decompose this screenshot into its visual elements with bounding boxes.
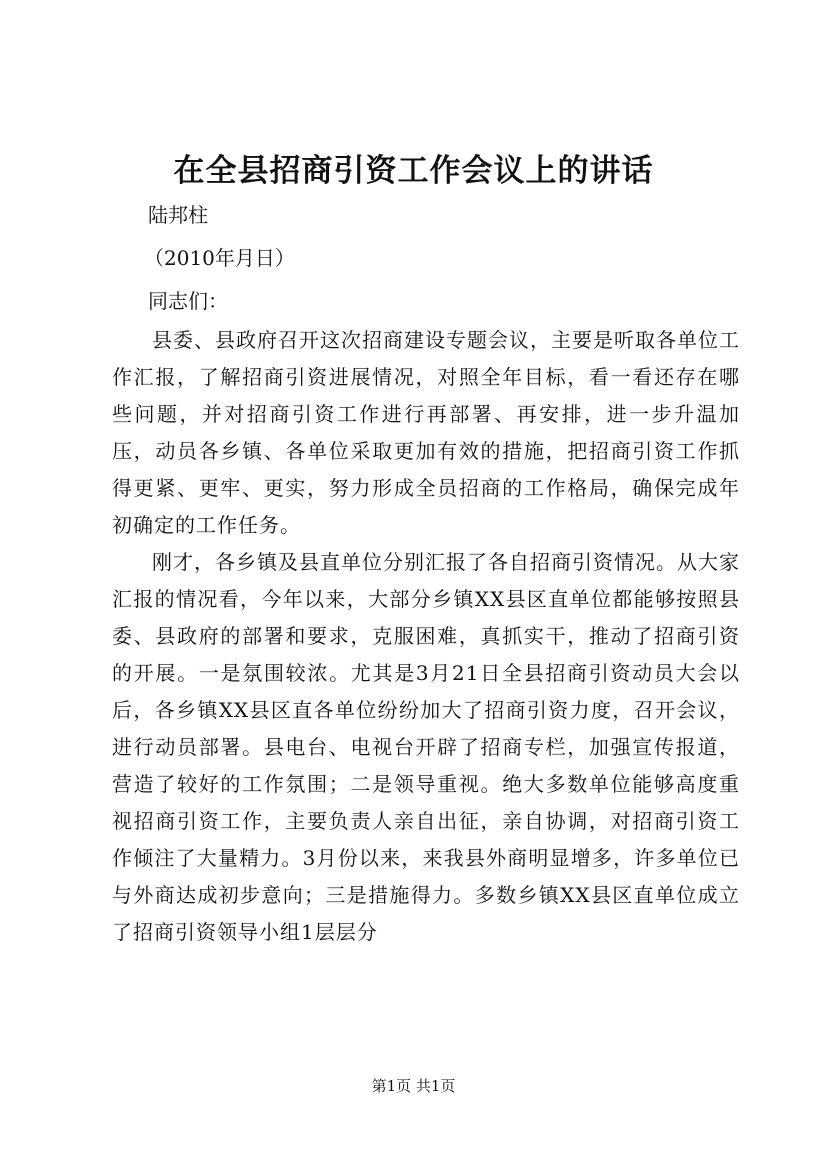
paragraph-1: 县委、县政府召开这次招商建设专题会议，主要是听取各单位工作汇报，了解招商引资进展情况，对照全年目标，看一看还存在哪些问题，并对招商引资工作进行再部署、再安排，进一步升温加压，动员各乡镇、各单位采取更加有效的措施，把招商引资工作抓得更紧、更牢、更实，努力形成全员招商的工作格局，确保完成年初确定的工作任务。: [112, 328, 740, 537]
greeting: 同志们：: [148, 289, 228, 313]
speech-date: （2010年月日）: [144, 246, 295, 270]
page-footer: 第1页 共1页: [371, 1077, 456, 1095]
document-body: [112, 322, 740, 951]
document-title: 在全县招商引资工作会议上的讲话: [173, 153, 654, 189]
paragraph-2: 刚才，各乡镇及县直单位分别汇报了各自招商引资情况。从大家汇报的情况看，今年以来，大部分乡镇XX县区直单位都能够按照县委、县政府的部署和要求，克服困难，真抓实干，推动了招商引资的开展。一是氛围较浓。尤其是3月21日全县招商引资动员大会以后，各乡镇XX县区直各单位纷纷加大了招商引资力度，召开会议，进行动员部署。县电台、电视台开辟了招商专栏，加强宣传报道，营造了较好的工作氛围；二是领导重视。绝大多数单位能够高度重视招商引资工作，主要负责人亲自出征，亲自协调，对招商引资工作倾注了大量精力。3月份以来，来我县外商明显增多，许多单位已与外商达成初步意向；三是措施得力。多数乡镇XX县区直单位成立了招商引资领导小组1层层分: [112, 550, 740, 944]
author-name: 陆邦柱: [148, 203, 208, 227]
